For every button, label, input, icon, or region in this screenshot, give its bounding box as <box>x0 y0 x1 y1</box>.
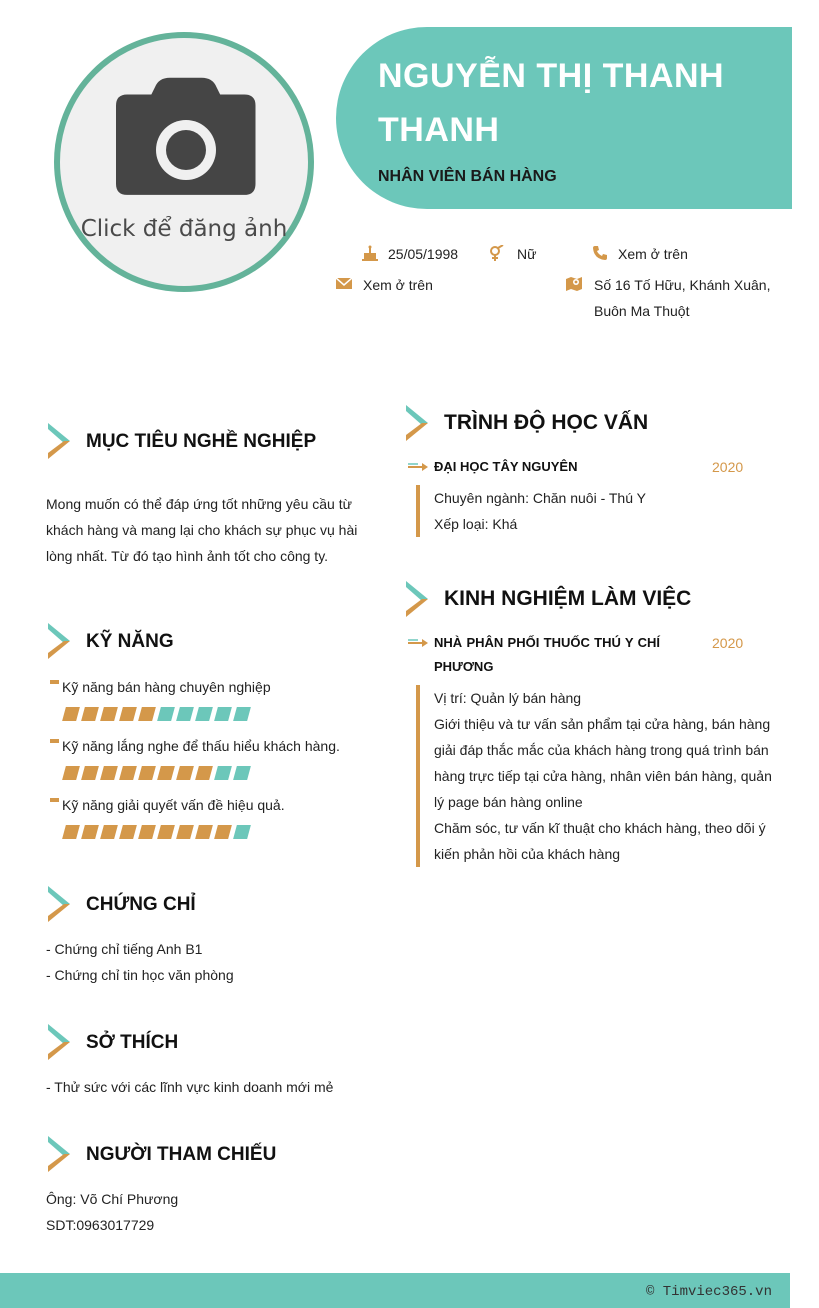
skill-segment-filled <box>214 825 232 839</box>
skill-label: Kỹ năng giải quyết vấn đề hiệu quả. <box>48 795 348 815</box>
skill-segment-filled <box>81 825 99 839</box>
candidate-role: NHÂN VIÊN BÁN HÀNG <box>378 168 557 185</box>
skill-segment-filled <box>100 707 118 721</box>
experience-details <box>416 685 776 867</box>
skill-segment-empty <box>214 766 232 780</box>
skill-segment-filled <box>62 766 80 780</box>
certificates-list <box>46 936 366 988</box>
experience-title: KINH NGHIỆM LÀM VIỆC <box>444 587 692 610</box>
skill-segment-filled <box>100 825 118 839</box>
chevron-icon <box>46 621 74 663</box>
skills-title: KỸ NĂNG <box>86 631 174 652</box>
reference-name: Ông: Võ Chí Phương <box>46 1191 179 1207</box>
school-name: ĐẠI HỌC TÂY NGUYÊN <box>434 459 578 474</box>
skill-segment-filled <box>119 766 137 780</box>
chevron-icon <box>46 1022 74 1064</box>
skill-label: Kỹ năng lắng nghe để thấu hiểu khách hàng. <box>48 736 348 756</box>
skill-segment-filled <box>138 825 156 839</box>
experience-duty: Giới thiệu và tư vấn sản phẩm tại cửa hàng, bán hàng giải đáp thắc mắc của khách hàng trong quá trình bán hàng trực tiếp tại cửa hàng, nhân viên bán hàng, quản lý page bán hàng online <box>434 716 772 810</box>
experience-position: Vị trí: Quản lý bán hàng <box>434 690 582 706</box>
footer-bar <box>0 1273 790 1308</box>
skill-level-bar <box>64 766 348 780</box>
hobbies-title: SỞ THÍCH <box>86 1032 179 1053</box>
skill-segment-filled <box>157 825 175 839</box>
skill-segment-filled <box>176 766 194 780</box>
phone-value: Xem ở trên <box>618 246 688 262</box>
gender-icon <box>489 245 505 261</box>
skill-label: Kỹ năng bán hàng chuyên nghiệp <box>48 677 348 697</box>
mail-icon <box>336 276 352 292</box>
skill-segment-filled <box>100 766 118 780</box>
skill-segment-empty <box>176 707 194 721</box>
references-title: NGƯỜI THAM CHIẾU <box>86 1144 277 1165</box>
skill-item <box>48 736 348 780</box>
chevron-icon <box>404 403 432 445</box>
education-year: 2020 <box>712 459 744 475</box>
skill-item <box>48 677 348 721</box>
skill-segment-filled <box>62 707 80 721</box>
experience-company <box>408 631 668 679</box>
skill-level-bar <box>64 825 348 839</box>
certificates-title: CHỨNG CHỈ <box>86 894 196 915</box>
skill-segment-empty <box>233 825 251 839</box>
skill-segment-filled <box>62 825 80 839</box>
education-title: TRÌNH ĐỘ HỌC VẤN <box>444 411 649 434</box>
education-major: Chuyên ngành: Chăn nuôi - Thú Y <box>434 490 646 506</box>
map-pin-icon <box>566 276 582 292</box>
arrow-right-icon <box>408 633 430 653</box>
email-value: Xem ở trên <box>363 277 433 293</box>
chevron-icon <box>46 1134 74 1176</box>
contact-address <box>566 272 776 324</box>
hobbies-list <box>46 1074 366 1100</box>
skill-segment-empty <box>157 707 175 721</box>
education-grade: Xếp loại: Khá <box>434 516 518 532</box>
chevron-icon <box>404 579 432 621</box>
address-value: Số 16 Tố Hữu, Khánh Xuân, Buôn Ma Thuột <box>594 277 771 319</box>
objective-text: Mong muốn có thể đáp ứng tốt những yêu cầu từ khách hàng và mang lại cho khách sự phục vụ hài lòng nhất. Từ đó tạo hình ảnh tốt cho công ty. <box>46 496 358 564</box>
chevron-icon <box>46 421 74 463</box>
avatar-upload-label: Click để đăng ảnh <box>80 216 288 242</box>
experience-duty: Chăm sóc, tư vấn kĩ thuật cho khách hàng, theo dõi ý kiến phản hồi của khách hàng <box>434 820 766 862</box>
skill-segment-filled <box>138 707 156 721</box>
phone-icon <box>592 245 608 261</box>
skill-segment-filled <box>119 825 137 839</box>
certificate-item: - Chứng chỉ tiếng Anh B1 <box>46 941 203 957</box>
birthday-value: 25/05/1998 <box>388 246 459 262</box>
contact-gender <box>489 241 536 267</box>
skill-segment-empty <box>233 766 251 780</box>
skill-segment-filled <box>195 825 213 839</box>
skill-segment-empty <box>233 707 251 721</box>
skill-segment-filled <box>176 825 194 839</box>
company-name: NHÀ PHÂN PHỐI THUỐC THÚ Y CHÍ PHƯƠNG <box>434 635 660 674</box>
contact-phone <box>592 241 688 267</box>
objective-title: MỤC TIÊU NGHỀ NGHIỆP <box>86 431 317 452</box>
header-banner <box>336 27 792 209</box>
skill-segment-filled <box>138 766 156 780</box>
hobby-item: - Thử sức với các lĩnh vực kinh doanh mới mẻ <box>46 1079 334 1095</box>
camera-icon <box>110 74 260 206</box>
education-details <box>416 485 756 537</box>
experience-year: 2020 <box>712 635 744 651</box>
skill-segment-filled <box>81 707 99 721</box>
references-list <box>46 1186 366 1238</box>
contact-birthday <box>362 241 458 267</box>
footer-credit: © Timviec365.vn <box>645 1284 772 1300</box>
cake-icon <box>362 245 378 261</box>
skill-item <box>48 795 348 839</box>
skill-level-bar <box>64 707 348 721</box>
skill-segment-empty <box>195 707 213 721</box>
certificate-item: - Chứng chỉ tin học văn phòng <box>46 967 234 983</box>
skill-segment-empty <box>214 707 232 721</box>
arrow-right-icon <box>408 457 430 477</box>
avatar-upload[interactable] <box>54 32 314 292</box>
skill-segment-filled <box>119 707 137 721</box>
gender-value: Nữ <box>517 246 537 262</box>
skill-segment-filled <box>81 766 99 780</box>
skill-segment-filled <box>157 766 175 780</box>
candidate-name: NGUYỄN THỊ THANH THANH <box>378 57 725 149</box>
reference-phone: SDT:0963017729 <box>46 1217 155 1233</box>
education-school <box>408 455 668 479</box>
skill-segment-filled <box>195 766 213 780</box>
contact-email <box>336 272 433 298</box>
chevron-icon <box>46 884 74 926</box>
